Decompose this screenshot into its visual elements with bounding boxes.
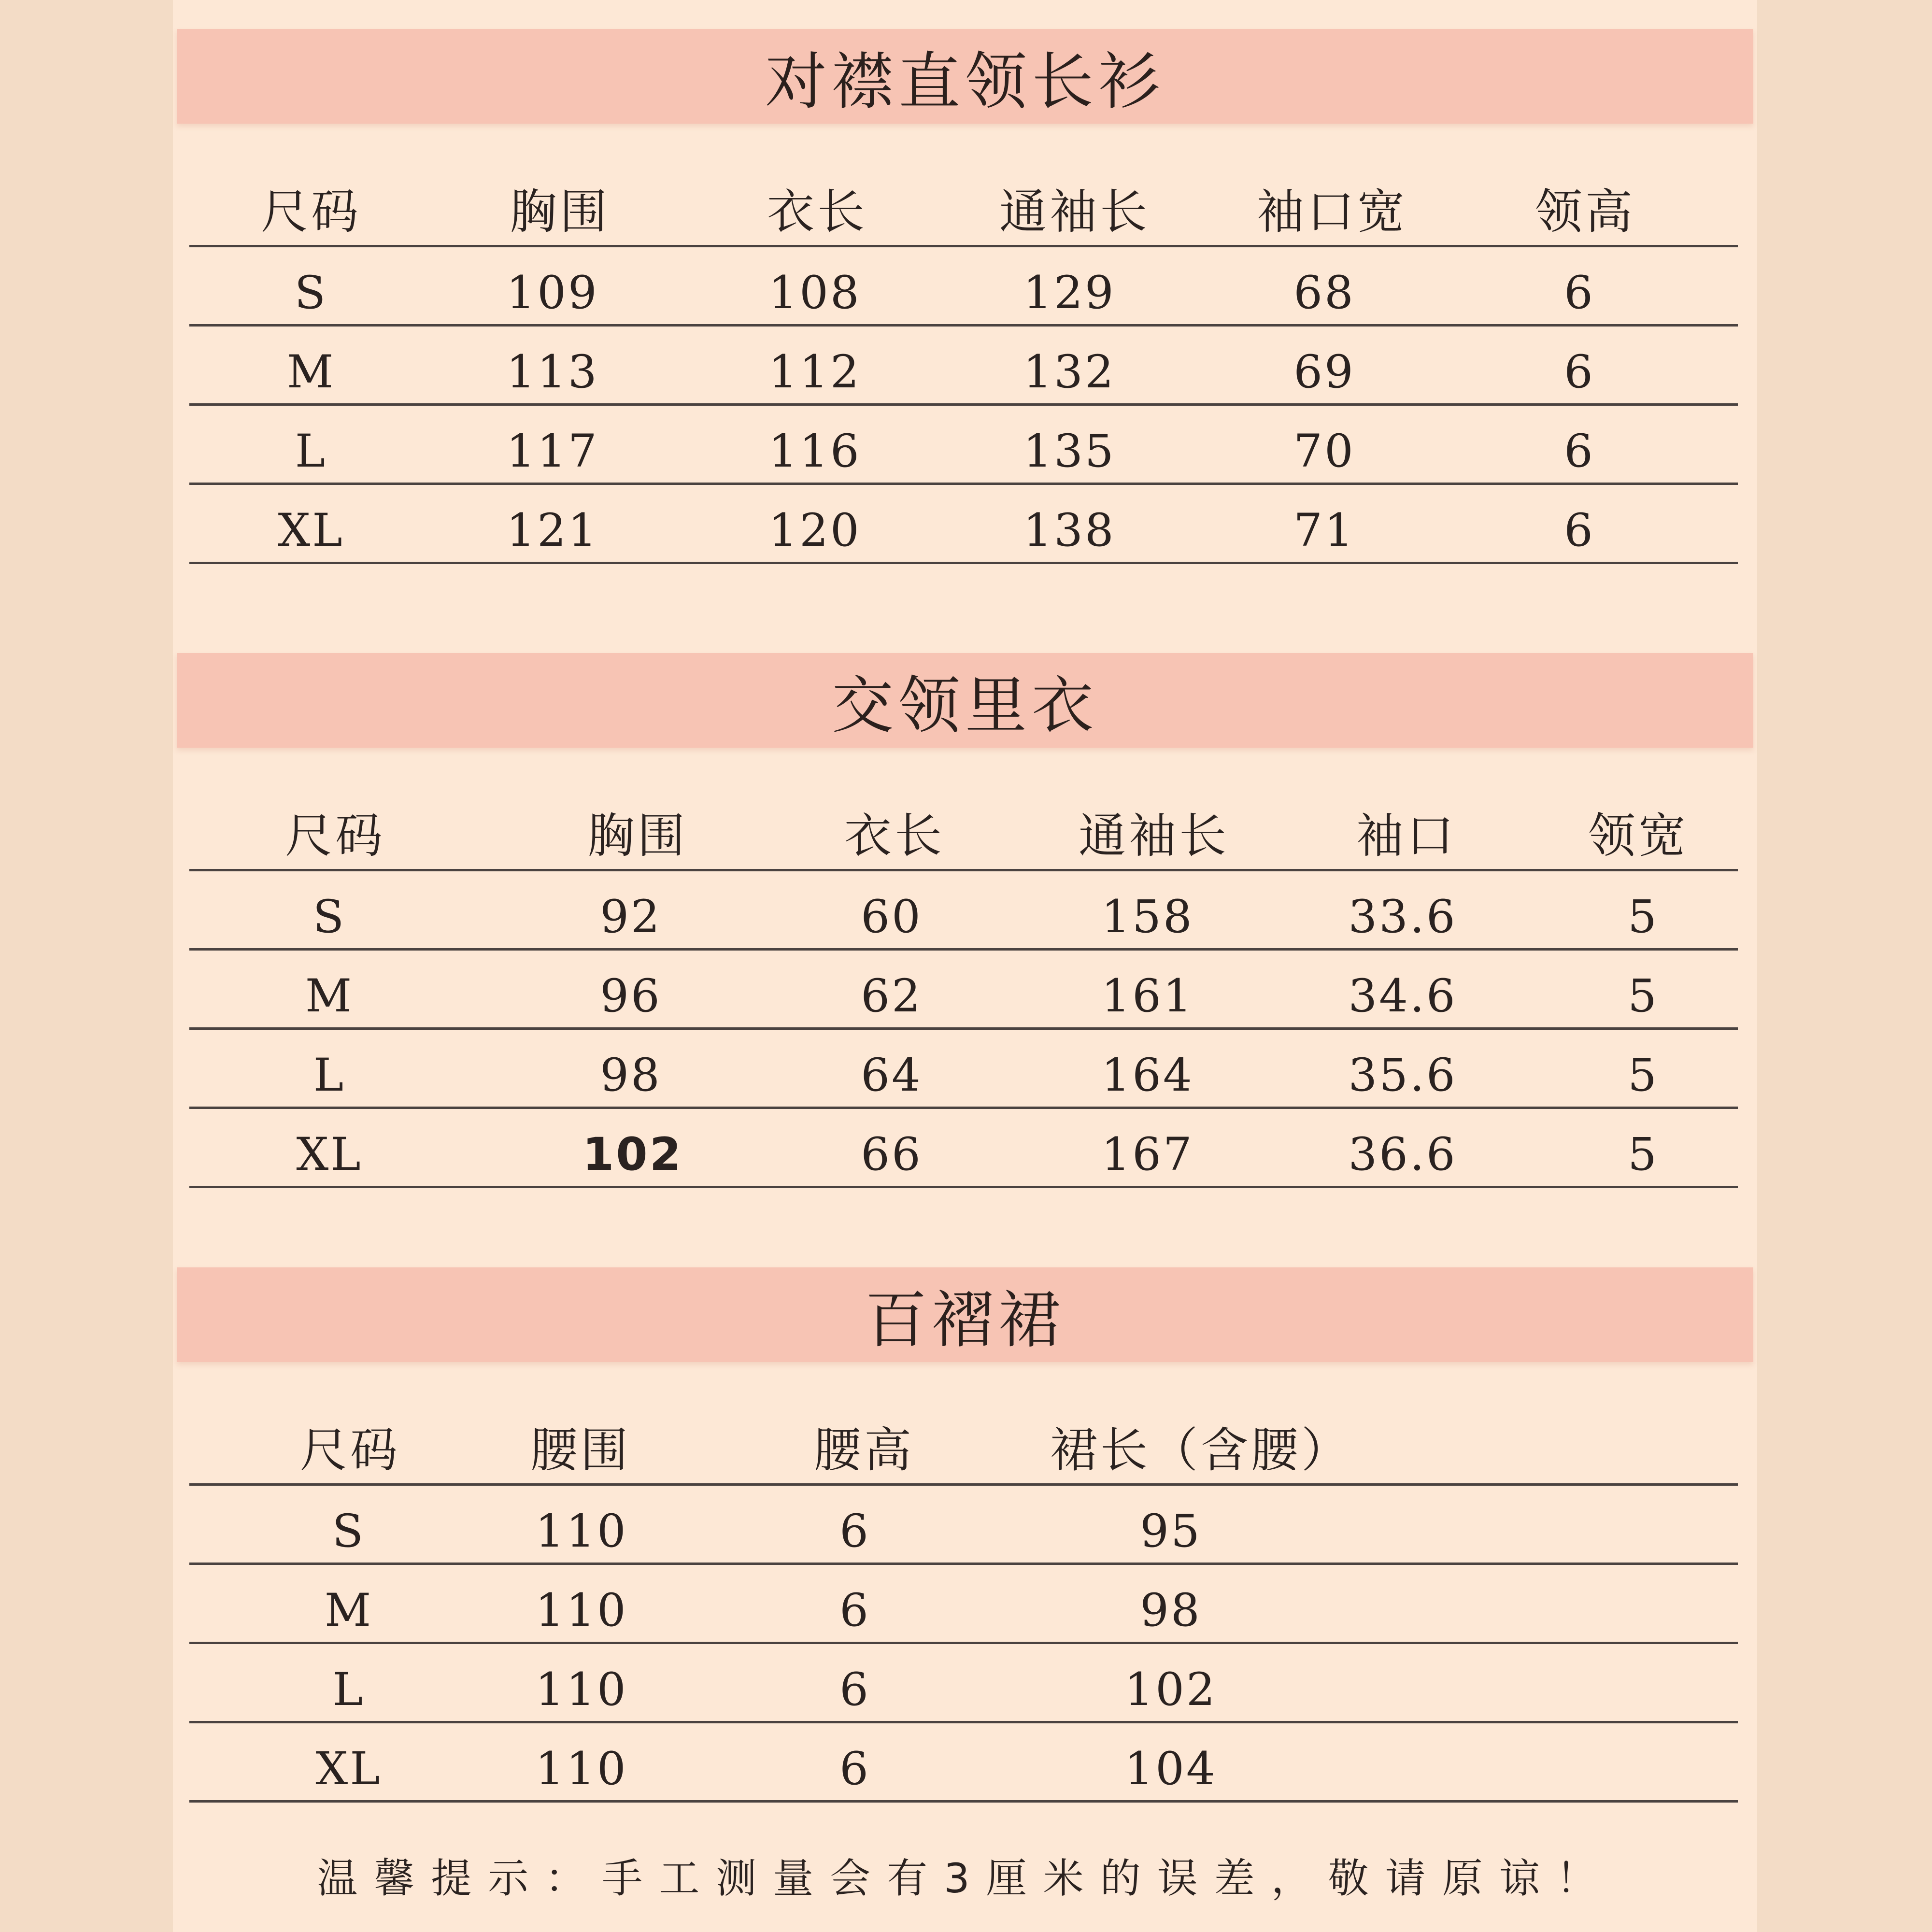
value-cell: 5 [1628,1049,1659,1102]
header-cell: 尺码 [260,185,362,240]
value-cell: 161 [1101,970,1194,1023]
value-cell: 116 [768,425,861,478]
value-cell: 164 [1101,1049,1194,1102]
value-cell: 6 [1564,267,1595,319]
size-cell: M [324,1584,373,1637]
value-cell: 158 [1101,891,1194,943]
measurement-note: 温馨提示：手工测量会有3厘米的误差，敬请原谅！ [317,1855,1613,1902]
value-cell: 110 [535,1743,628,1795]
value-cell: 64 [861,1049,923,1102]
table-row [189,485,1738,564]
value-cell: 117 [506,425,599,478]
value-cell: 129 [1023,267,1116,319]
table-row [189,1565,1738,1644]
value-cell: 6 [1564,504,1595,557]
value-cell: 66 [861,1128,923,1181]
value-cell: 69 [1293,346,1355,398]
size-cell: XL [315,1743,382,1795]
value-cell: 113 [506,346,599,398]
value-cell: 6 [1564,346,1595,398]
value-cell: 110 [535,1505,628,1558]
value-cell: 92 [600,891,662,943]
value-cell: 98 [1140,1584,1202,1637]
header-cell: 通袖长 [999,185,1151,240]
value-cell: 135 [1023,425,1116,478]
table-header-row [189,748,1738,871]
value-cell: 109 [506,267,599,319]
value-cell: 96 [600,970,662,1023]
header-cell: 通袖长 [1078,809,1230,864]
size-cell: M [305,970,354,1023]
section-banner-changshan [177,29,1753,124]
size-cell: S [294,267,328,319]
header-cell: 尺码 [299,1423,401,1478]
table-row [189,951,1738,1030]
value-cell: 120 [768,504,861,557]
size-cell: M [286,346,336,398]
value-cell: 6 [839,1505,870,1558]
header-cell: 腰高 [813,1423,915,1478]
value-cell: 110 [535,1663,628,1716]
size-cell: L [313,1049,346,1102]
table-header-row [189,124,1738,247]
header-cell: 袖口 [1356,809,1457,864]
header-cell: 裙长（含腰） [1050,1423,1352,1478]
value-cell: 60 [861,891,923,943]
header-cell: 衣长 [767,185,868,240]
size-cell: XL [296,1128,363,1181]
table-row [189,406,1738,485]
value-cell: 68 [1293,267,1355,319]
value-cell: 110 [535,1584,628,1637]
table-row [189,871,1738,951]
header-cell: 领宽 [1588,809,1689,864]
value-cell: 62 [861,970,923,1023]
value-cell: 167 [1101,1128,1194,1181]
value-cell: 36.6 [1348,1128,1457,1181]
header-cell: 胸围 [587,809,688,864]
header-cell: 袖口宽 [1256,185,1408,240]
value-cell: 112 [768,346,861,398]
value-cell: 102 [582,1128,683,1181]
value-cell: 71 [1293,504,1355,557]
value-cell: 5 [1628,891,1659,943]
value-cell: 5 [1628,1128,1659,1181]
value-cell: 6 [1564,425,1595,478]
value-cell: 5 [1628,970,1659,1023]
section-banner-liyi [177,653,1753,748]
section-banner-baizhequn [177,1267,1753,1362]
value-cell: 33.6 [1348,891,1457,943]
value-cell: 70 [1293,425,1355,478]
table-row [189,247,1738,327]
table-row [189,327,1738,406]
size-table-baizhequn [189,1362,1738,1803]
value-cell: 6 [839,1743,870,1795]
value-cell: 132 [1023,346,1116,398]
section-title: 交领里衣 [831,670,1098,742]
value-cell: 121 [506,504,599,557]
header-cell: 尺码 [284,809,386,864]
size-cell: S [332,1505,366,1558]
value-cell: 104 [1124,1743,1217,1795]
table-row [189,1030,1738,1109]
value-cell: 35.6 [1348,1049,1457,1102]
value-cell: 138 [1023,504,1116,557]
value-cell: 34.6 [1348,970,1457,1023]
value-cell: 6 [839,1584,870,1637]
size-cell: S [313,891,346,943]
size-cell: XL [278,504,344,557]
section-title: 对襟直领长衫 [765,46,1165,118]
size-cell: L [332,1663,365,1716]
value-cell: 98 [600,1049,662,1102]
header-cell: 衣长 [844,809,945,864]
table-row [189,1723,1738,1803]
value-cell: 6 [839,1663,870,1716]
header-cell: 腰围 [530,1423,631,1478]
table-row [189,1109,1738,1188]
size-cell: L [295,425,327,478]
value-cell: 108 [768,267,861,319]
size-table-liyi [189,748,1738,1188]
table-row [189,1644,1738,1723]
value-cell: 95 [1140,1505,1202,1558]
table-header-row [189,1362,1738,1486]
header-cell: 领高 [1534,185,1636,240]
value-cell: 102 [1124,1663,1217,1716]
section-title: 百褶裙 [865,1284,1065,1356]
size-table-changshan [189,124,1738,564]
header-cell: 胸围 [509,185,611,240]
size-chart-sheet [173,0,1757,1932]
table-row [189,1486,1738,1565]
